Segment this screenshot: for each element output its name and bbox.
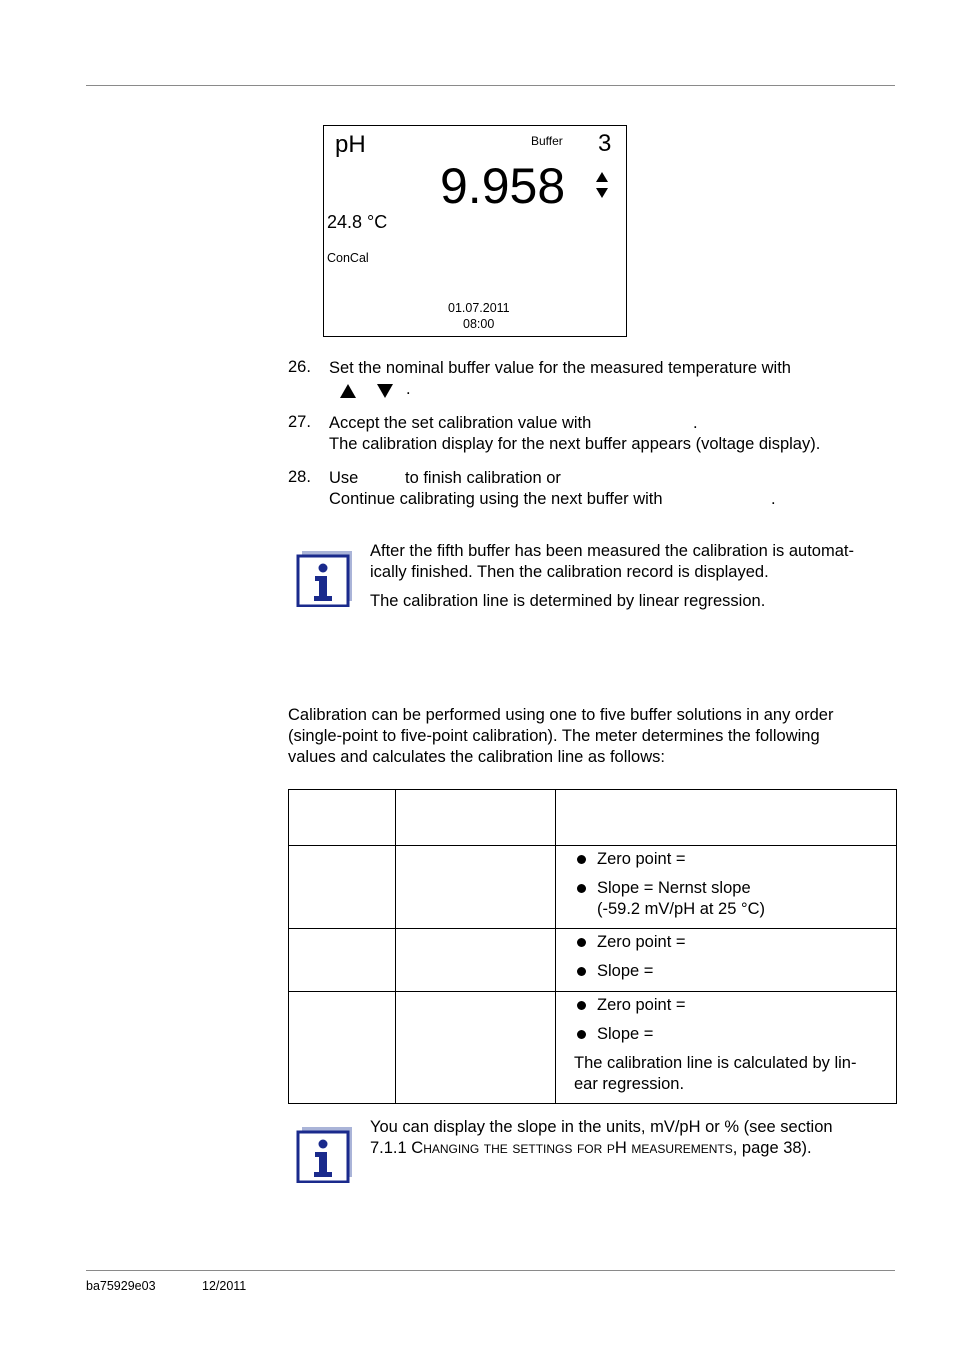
table-header-cell bbox=[289, 790, 396, 846]
display-temperature: 24.8 °C bbox=[327, 212, 388, 232]
note-2-line2 bbox=[370, 1138, 833, 1159]
table-row bbox=[289, 846, 897, 929]
table-cell bbox=[396, 929, 556, 992]
table-cell bbox=[289, 929, 396, 992]
step-26-line2 bbox=[329, 379, 791, 400]
down-arrow-key-icon bbox=[376, 383, 394, 399]
step-28-finish: to finish calibration or bbox=[405, 469, 561, 487]
table-header-cell bbox=[396, 790, 556, 846]
step-28-continue: Continue calibrating using the next buffer with bbox=[329, 490, 663, 508]
intro-line3: values and calculates the calibration line as follows: bbox=[288, 748, 665, 766]
bullet-slope: Slope = bbox=[574, 961, 896, 982]
table-cell bbox=[289, 992, 396, 1104]
note-1 bbox=[370, 541, 854, 612]
footer-date: 12/2011 bbox=[202, 1279, 247, 1293]
note-1-line1: After the fifth buffer has been measured the calibration is automat- bbox=[370, 542, 854, 560]
header-rule bbox=[86, 85, 895, 86]
up-arrow-key-icon bbox=[339, 383, 357, 399]
slope-nernst-value: (-59.2 mV/pH at 25 °C) bbox=[597, 900, 765, 918]
display-value: 9.958 bbox=[440, 158, 566, 214]
table-row bbox=[289, 992, 897, 1104]
step-28-number: 28. bbox=[288, 468, 311, 486]
intro-paragraph bbox=[288, 705, 833, 768]
note-1-line3: The calibration line is determined by linear regression. bbox=[370, 592, 766, 610]
bullet-slope bbox=[574, 878, 896, 920]
step-26-line1: Set the nominal buffer value for the measured temperature with bbox=[329, 359, 791, 377]
step-28-text bbox=[329, 468, 776, 510]
meter-display bbox=[323, 125, 627, 337]
table-cell bbox=[289, 846, 396, 929]
section-link[interactable]: Changing the settings for pH measurements bbox=[411, 1139, 733, 1157]
bullet-zero-point: Zero point = bbox=[574, 995, 896, 1016]
table-header-cell bbox=[556, 790, 897, 846]
step-28-line2-end: . bbox=[771, 490, 776, 508]
display-buffer-number: 3 bbox=[598, 130, 612, 157]
note-1-line2: ically finished. Then the calibration record is displayed. bbox=[370, 563, 769, 581]
step-26-number: 26. bbox=[288, 358, 311, 376]
intro-line1: Calibration can be performed using one to five buffer solutions in any order bbox=[288, 706, 834, 724]
table-row bbox=[289, 929, 897, 992]
footer-doc-id: ba75929e03 bbox=[86, 1279, 156, 1293]
step-28-line1 bbox=[329, 468, 663, 489]
display-buffer-label: Buffer bbox=[531, 134, 563, 148]
step-27-line1-end: . bbox=[693, 414, 698, 432]
info-icon bbox=[296, 1127, 352, 1183]
step-27-line2: The calibration display for the next buffer appears (voltage display). bbox=[329, 435, 821, 453]
bullet-zero-point: Zero point = bbox=[574, 849, 896, 870]
bullet-zero-point: Zero point = bbox=[574, 932, 896, 953]
footer-rule bbox=[86, 1270, 895, 1271]
note-2-line1: You can display the slope in the units, mV/pH or % (see section bbox=[370, 1118, 833, 1136]
step-26-period: . bbox=[406, 380, 411, 398]
table-header-row bbox=[289, 790, 897, 846]
step-28-use: Use bbox=[329, 469, 359, 487]
table-cell bbox=[396, 992, 556, 1104]
display-mode: ConCal bbox=[327, 251, 369, 265]
regression-note-line1: The calibration line is calculated by lin- bbox=[574, 1054, 857, 1072]
regression-note bbox=[574, 1053, 896, 1095]
info-icon bbox=[296, 551, 352, 607]
step-28-line2 bbox=[329, 489, 776, 510]
up-down-arrows-icon bbox=[594, 170, 610, 207]
table-cell bbox=[396, 846, 556, 929]
display-date: 01.07.2011 bbox=[448, 301, 510, 315]
regression-note-line2: ear regression. bbox=[574, 1075, 685, 1093]
table-cell bbox=[556, 992, 897, 1104]
step-26-text bbox=[329, 358, 791, 400]
step-27-text bbox=[329, 413, 820, 455]
calibration-table bbox=[288, 789, 897, 1104]
table-cell bbox=[556, 929, 897, 992]
step-27-number: 27. bbox=[288, 413, 311, 431]
table-cell bbox=[556, 846, 897, 929]
page-ref: , page 38). bbox=[732, 1139, 812, 1157]
slope-nernst: Slope = Nernst slope bbox=[597, 879, 751, 897]
bullet-slope: Slope = bbox=[574, 1024, 896, 1045]
step-27-line1 bbox=[329, 413, 820, 434]
display-unit: pH bbox=[335, 131, 366, 158]
intro-line2: (single-point to five-point calibration). The meter determines the following bbox=[288, 727, 820, 745]
section-number: 7.1.1 bbox=[370, 1139, 412, 1157]
note-2 bbox=[370, 1117, 833, 1159]
display-time: 08:00 bbox=[463, 317, 495, 331]
step-27-line1-text: Accept the set calibration value with bbox=[329, 414, 592, 432]
